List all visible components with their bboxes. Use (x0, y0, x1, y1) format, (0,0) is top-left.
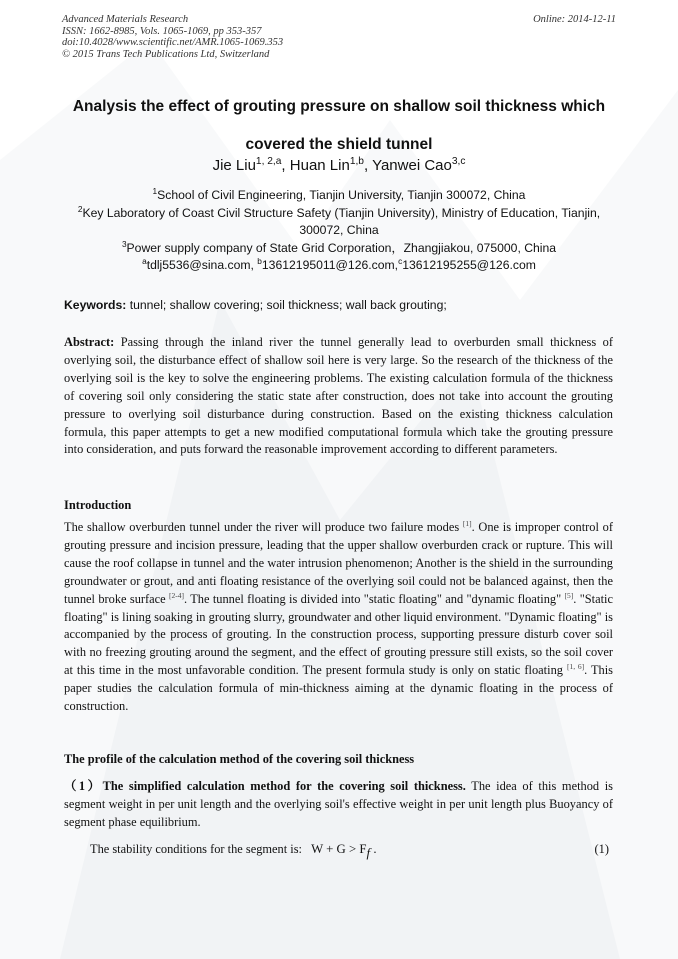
author-name: Yanwei Cao (372, 157, 452, 174)
equation: W + G > Ff . (311, 842, 377, 860)
email-link[interactable]: 13612195011@126.com, (261, 258, 399, 272)
citation-ref[interactable]: [1, 6] (566, 662, 585, 672)
affiliation-2: $^2$Key Laboratory of Coast Civil Structure Safety (Tianjin University), Ministry of Education, Tianjin, (77, 203, 601, 220)
citation-ref[interactable]: [5] (564, 590, 574, 600)
doi-line: doi:10.4028/www.scientific.net/AMR.1065-1069.353 (62, 37, 284, 49)
keywords-label: Keywords: (64, 298, 127, 312)
citation-ref[interactable]: [1] (462, 518, 472, 528)
simplified-method-paragraph (64, 778, 613, 832)
affiliations (40, 187, 638, 275)
equation-number: (1) (594, 842, 609, 856)
profile-heading: The profile of the calculation method of the covering soil thickness (64, 752, 415, 766)
author-affiliation-mark: 1,b (349, 156, 364, 167)
paper-title (40, 88, 638, 164)
affiliation-3: $^3$Power supply company of State Grid Corporation，Zhangjiakou, 075000, China (121, 238, 557, 255)
simplified-method-label: （1）The simplified calculation method for the covering soil thickness. (64, 779, 466, 793)
introduction-heading: Introduction (64, 498, 132, 512)
stability-condition (90, 840, 615, 858)
author-name: Huan Lin (289, 157, 350, 174)
email-link[interactable]: tdlj5536@sina.com, (146, 258, 258, 272)
email-link[interactable]: 13612195255@126.com (402, 258, 536, 272)
keywords-text: tunnel; shallow covering; soil thickness; wall back grouting; (126, 298, 447, 312)
title-line-1: Analysis the effect of grouting pressure on shallow soil thickness which (72, 98, 606, 115)
introduction-paragraph: The shallow overburden tunnel under the river will produce two failure modes [1]. One is improper control of grouting pressure and incision pressure, leading that the upper shallow overburden crack or rupture. This will cause the roof collapse in tunnel and the water intrusion phenomenon; Another is the shield in the surrounding groundwater or grout, and anti floating resistance of the overlying soil could not be balanced against, then the tunnel broke surface [2-4]. The tunnel floating is divided into "static floating" and "dynamic floating" [5]. "Static floating" is lining soaking in grouting slurry, groundwater and other liquid environment. "Dynamic floating" is accompanied by the process of grouting. In the construction process, supporting pressure disturb cover soil with no freezing grouting around the segment, and the effect of grouting pressure still exists, so the soil cover at this time in the most unfavorable condition. The present formula study is only on static floating [1, 6]. This paper studies the calculation formula of min-thickness aiming at the dynamic floating in the process of construction. (64, 518, 613, 714)
affiliation-2-continued: 300072, China (299, 223, 379, 237)
abstract-text: Passing through the inland river the tunnel generally lead to overburden small thickness of overlying soil, the disturbance effect of shallow soil here is very large. So the research of the thickness of the overlying soil is the key to solve the engineering problems. The existing calculation formula of the thickness of covering soil only considering the static state after construction, does not take into account the grouting pressure to overlying soil disturbance during construction. Based on the existing thickness calculation formula, this paper attempts to get a new modified computational formula which take the grouting pressure into consideration, and puts forward the reasonable improvement according to different parameters. (64, 335, 613, 457)
abstract-label: Abstract: (64, 335, 115, 349)
journal-name: Advanced Materials Research (62, 14, 189, 25)
online-date: Online: 2014-12-11 (533, 14, 616, 25)
journal-header (62, 14, 618, 60)
copyright-line: © 2015 Trans Tech Publications Ltd, Switzerland (62, 48, 270, 60)
author-list: Jie Liu$^{1, 2,a}$, Huan Lin$^{1,b}$, Yanwei Cao$^{3,c}$ (212, 156, 466, 174)
citation-ref[interactable]: [2-4] (169, 590, 184, 600)
author-name: Jie Liu (212, 157, 256, 174)
keywords (64, 297, 620, 314)
author-affiliation-mark: 1, 2,a (255, 156, 282, 167)
abstract (64, 334, 613, 459)
affiliation-1: $^1$School of Civil Engineering, Tianjin University, Tianjin 300072, China (152, 185, 526, 202)
stability-text: The stability conditions for the segment is: (90, 842, 302, 856)
author-affiliation-mark: 3,c (451, 156, 466, 167)
email-addresses: $^a$tdlj5536@sina.com, $^b$13612195011@126.com,$^c$13612195255@126.com (142, 255, 536, 272)
title-line-2: covered the shield tunnel (245, 136, 433, 153)
simplified-method-text: The idea of this method is segment weight in per unit length and the overlying soil's effective weight in per unit length plus Buoyancy of segment phase equilibrium. (64, 779, 613, 829)
issn-line: ISSN: 1662-8985, Vols. 1065-1069, pp 353-357 (62, 25, 262, 37)
